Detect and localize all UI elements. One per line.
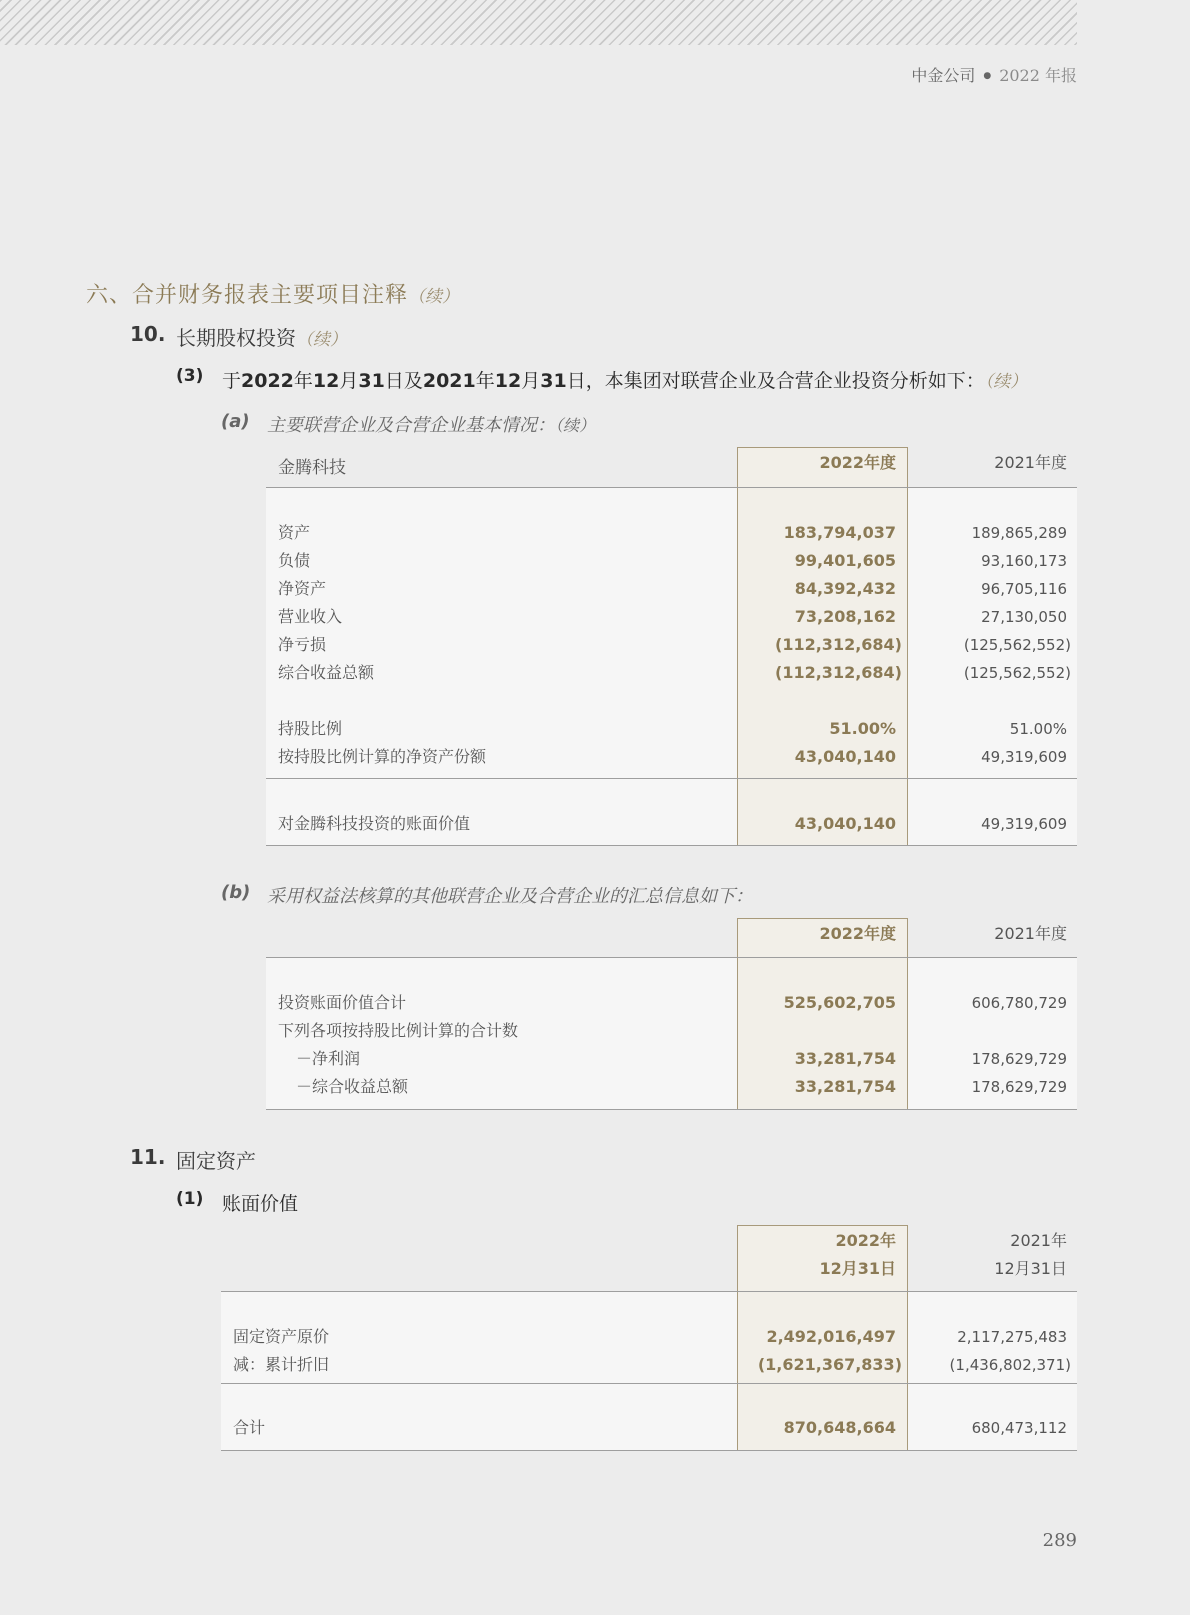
table-row [266, 717, 1077, 741]
value-2021: 93,160,173 [981, 552, 1067, 570]
table-row [221, 1325, 1077, 1349]
table-row [266, 633, 1077, 657]
value-2021: (125,562,552) [963, 636, 1071, 654]
row-label: 下列各项按持股比例计算的合计数 [278, 1021, 519, 1040]
row-label: 综合收益总额 [278, 663, 375, 682]
row-label: 固定资产原价 [233, 1327, 330, 1346]
header-rule [221, 1291, 1077, 1292]
value-2021: 680,473,112 [971, 1419, 1067, 1437]
col-2021-header: 2021年度 [994, 453, 1067, 472]
value-2021: (125,562,552) [963, 664, 1071, 682]
value-2021: 27,130,050 [981, 608, 1067, 626]
table-row [266, 991, 1077, 1015]
sub3-day1: 31 [358, 370, 385, 392]
subtotal-rule [266, 778, 1077, 779]
row-label: 投资账面价值合计 [278, 993, 407, 1012]
bottom-rule [221, 1450, 1077, 1451]
value-2022: 33,281,754 [794, 1077, 896, 1096]
value-2021: 178,629,729 [971, 1078, 1067, 1096]
sub1-number: (1) [176, 1189, 204, 1209]
row-label: 资产 [278, 523, 311, 542]
table-row [266, 1075, 1077, 1099]
sub3-text: 本集团对联营企业及合营企业投资分析如下： [604, 370, 985, 392]
sub3-text: 日及 [384, 370, 423, 392]
table-row [266, 577, 1077, 601]
section-continued: （续） [408, 287, 460, 307]
col-2022-header-line2: 12月31日 [819, 1259, 896, 1278]
entity-name: 金腾科技 [278, 458, 346, 478]
note-11-number: 11. [130, 1145, 166, 1169]
note-10-number: 10. [130, 322, 166, 346]
row-label: 负债 [278, 551, 311, 570]
table-row [266, 521, 1077, 545]
table-row [266, 1019, 1077, 1043]
sub-b-title: 采用权益法核算的其他联营企业及合营企业的汇总信息如下： [267, 886, 753, 907]
subtotal-rule [221, 1383, 1077, 1384]
value-2021: 49,319,609 [981, 815, 1067, 833]
sub3-text: 年 [475, 370, 495, 392]
sub3-year2: 2021 [422, 370, 476, 392]
value-2021: 49,319,609 [981, 748, 1067, 766]
sub3-month2: 12 [494, 370, 522, 392]
section-heading [86, 278, 459, 309]
sub3-text: 于 [222, 370, 242, 392]
header-rule [266, 957, 1077, 958]
bottom-rule [266, 1109, 1077, 1110]
col-2021-header-line2: 12月31日 [994, 1259, 1067, 1278]
running-header [911, 63, 1077, 86]
row-label: 净资产 [278, 579, 327, 598]
total-row [266, 812, 1077, 836]
row-label: 减：累计折旧 [233, 1355, 330, 1374]
sub-b-number: (b) [221, 882, 251, 903]
table-fixed-assets [221, 1225, 1077, 1452]
col-2021-header-line1: 2021年 [1010, 1231, 1067, 1250]
row-label: －净利润 [296, 1049, 361, 1068]
value-2022: 183,794,037 [783, 523, 896, 542]
value-2021: 2,117,275,483 [957, 1328, 1067, 1346]
note-11-title: 固定资产 [176, 1149, 256, 1173]
table-row [266, 745, 1077, 769]
company-name: 中金公司 [911, 66, 976, 85]
sub3-continued: （续） [984, 372, 1028, 392]
row-label: 营业收入 [278, 607, 343, 626]
value-2022: (112,312,684) [775, 635, 902, 654]
sub1-title: 账面价值 [222, 1193, 299, 1215]
table-row [266, 605, 1077, 629]
row-label: 持股比例 [278, 719, 343, 738]
table-b [266, 918, 1077, 1111]
value-2022: 43,040,140 [794, 814, 896, 833]
note-10-title: 长期股权投资 [176, 326, 296, 350]
col-2021-header: 2021年度 [994, 924, 1067, 943]
row-label: 净亏损 [278, 635, 327, 654]
table-row [266, 661, 1077, 685]
total-row [221, 1416, 1077, 1440]
sub3-text: 年 [293, 370, 313, 392]
value-2022: 99,401,605 [794, 551, 896, 570]
sub3-number: (3) [176, 366, 204, 386]
section-title: 六、合并财务报表主要项目注释 [86, 283, 409, 308]
table-row [266, 549, 1077, 573]
sub3-day2: 31 [540, 370, 567, 392]
value-2021: 178,629,729 [971, 1050, 1067, 1068]
row-label: 按持股比例计算的净资产份额 [278, 747, 487, 766]
value-2022: 870,648,664 [783, 1418, 896, 1437]
bullet-separator: ● [983, 71, 992, 81]
note-10-continued: （续） [296, 330, 347, 350]
value-2021: 189,865,289 [971, 524, 1067, 542]
row-label: 对金腾科技投资的账面价值 [278, 814, 471, 833]
report-name: 2022 年报 [999, 66, 1077, 85]
sub3-month1: 12 [312, 370, 340, 392]
value-2022: 33,281,754 [794, 1049, 896, 1068]
sub-a-continued: （续） [555, 416, 596, 435]
sub3-text: 月 [339, 370, 359, 392]
value-2022: 84,392,432 [794, 579, 896, 598]
col-2022-header: 2022年度 [819, 924, 896, 943]
sub-a-title: 主要联营企业及合营企业基本情况： [267, 415, 555, 436]
value-2022: (112,312,684) [775, 663, 902, 682]
value-2022: 525,602,705 [783, 993, 896, 1012]
sub-a-number: (a) [221, 411, 250, 432]
value-2022: 51.00% [829, 719, 896, 738]
value-2021: 51.00% [1009, 720, 1067, 738]
value-2021: 606,780,729 [971, 994, 1067, 1012]
value-2021: 96,705,116 [981, 580, 1067, 598]
value-2022: 43,040,140 [794, 747, 896, 766]
value-2022: (1,621,367,833) [757, 1355, 902, 1374]
col-2022-header-line1: 2022年 [835, 1231, 896, 1250]
table-row [221, 1353, 1077, 1377]
row-label: 合计 [233, 1418, 266, 1437]
table-row [266, 1047, 1077, 1071]
table-a [266, 447, 1077, 847]
value-2021: (1,436,802,371) [949, 1356, 1071, 1374]
decorative-hatch-band [0, 0, 1077, 45]
page-number: 289 [1042, 1530, 1077, 1551]
row-label: －综合收益总额 [296, 1077, 409, 1096]
col-2022-header: 2022年度 [819, 453, 896, 472]
sub3-text: 月 [521, 370, 541, 392]
sub3-year1: 2022 [241, 370, 294, 392]
sub3-text: 日， [566, 370, 605, 392]
value-2022: 2,492,016,497 [766, 1327, 896, 1346]
bottom-rule [266, 845, 1077, 846]
header-rule [266, 487, 1077, 488]
value-2022: 73,208,162 [794, 607, 896, 626]
